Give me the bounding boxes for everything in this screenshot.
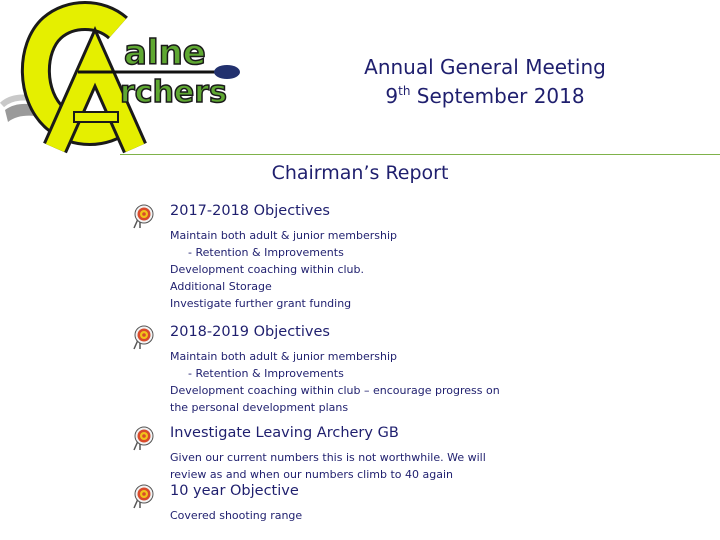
section-line: review as and when our numbers climb to 40 again bbox=[170, 468, 453, 481]
section-heading: 2018-2019 Objectives bbox=[170, 324, 330, 340]
logo-text-alne: alne bbox=[124, 33, 206, 73]
section-line: Additional Storage bbox=[170, 280, 272, 293]
section-heading: Investigate Leaving Archery GB bbox=[170, 425, 399, 441]
section-heading: 10 year Objective bbox=[170, 483, 299, 499]
archery-target-icon bbox=[132, 425, 156, 451]
section-line: Investigate further grant funding bbox=[170, 297, 352, 310]
section-line: - Retention & Improvements bbox=[188, 367, 344, 380]
section-line: Given our current numbers this is not worthwhile. We will bbox=[170, 451, 486, 464]
section-line: the personal development plans bbox=[170, 401, 349, 414]
meeting-title: Annual General Meeting bbox=[364, 55, 606, 79]
archery-target-icon bbox=[132, 203, 156, 229]
date-rest: September 2018 bbox=[416, 84, 585, 108]
header-divider bbox=[120, 154, 720, 155]
meeting-header bbox=[330, 53, 640, 111]
section-line: Development coaching within club – encourage progress on bbox=[170, 384, 500, 397]
section-line: Maintain both adult & junior membership bbox=[170, 229, 397, 242]
meeting-date bbox=[330, 82, 640, 111]
archery-target-icon bbox=[132, 483, 156, 509]
section-line: - Retention & Improvements bbox=[188, 246, 344, 259]
archery-target-icon bbox=[132, 324, 156, 350]
report-title: Chairman’s Report bbox=[271, 162, 449, 184]
calne-archers-logo bbox=[0, 0, 250, 160]
section-heading: 2017-2018 Objectives bbox=[170, 203, 330, 219]
section-line: Development coaching within club. bbox=[170, 263, 365, 276]
section-line: Covered shooting range bbox=[170, 509, 303, 522]
date-suffix: th bbox=[398, 84, 411, 98]
date-day: 9 bbox=[385, 84, 399, 108]
section-line: Maintain both adult & junior membership bbox=[170, 350, 397, 363]
logo-text-rchers: rchers bbox=[120, 75, 227, 110]
